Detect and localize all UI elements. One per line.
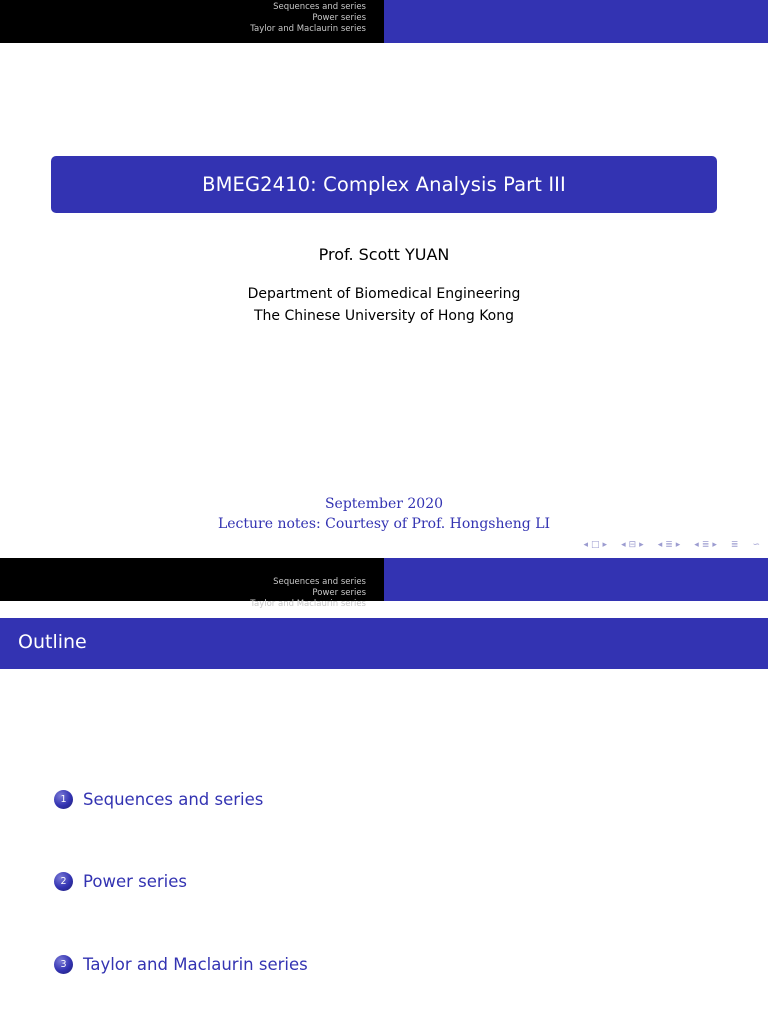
nav-link-power-series[interactable]: Power series bbox=[312, 13, 366, 23]
toc-item-label: Taylor and Maclaurin series bbox=[83, 955, 308, 974]
headline-bar bbox=[0, 0, 768, 43]
headline-accent-panel bbox=[384, 0, 768, 43]
toc-number-badge: 1 bbox=[54, 790, 73, 809]
headline-nav-panel bbox=[0, 0, 384, 43]
headline-nav-panel bbox=[0, 558, 384, 609]
nav-subsection-icon[interactable]: ⊟ bbox=[628, 540, 637, 550]
toc-item-label: Power series bbox=[83, 872, 187, 891]
nav-frame-icon[interactable]: □ bbox=[591, 540, 600, 550]
nav-next-part-icon[interactable]: ▸ bbox=[712, 540, 717, 550]
title-box bbox=[51, 156, 717, 213]
nav-search-icon[interactable]: ∽ bbox=[752, 540, 760, 550]
toc-item-sequences[interactable] bbox=[54, 790, 263, 809]
nav-prev-subsection-icon[interactable]: ◂ bbox=[621, 540, 626, 550]
toc-item-label: Sequences and series bbox=[83, 790, 264, 809]
nav-appendix-icon[interactable]: ≣ bbox=[730, 540, 739, 550]
nav-prev-section-icon[interactable]: ◂ bbox=[657, 540, 663, 550]
presentation-title: BMEG2410: Complex Analysis Part III bbox=[202, 173, 566, 196]
frame-title-bar bbox=[0, 618, 768, 669]
outline-slide bbox=[0, 558, 768, 1024]
toc-item-taylor[interactable] bbox=[54, 955, 308, 974]
credit-note: Lecture notes: Courtesy of Prof. Hongsheng LI bbox=[217, 516, 551, 532]
nav-part-icon[interactable]: ≣ bbox=[701, 540, 710, 550]
nav-prev-frame-icon[interactable]: ◂ bbox=[583, 540, 589, 550]
headline-accent-panel bbox=[384, 558, 768, 601]
toc-item-power-series[interactable] bbox=[54, 872, 187, 891]
nav-link-power-series[interactable]: Power series bbox=[312, 588, 366, 598]
beamer-navigation-symbols bbox=[584, 538, 761, 552]
nav-next-section-icon[interactable]: ▸ bbox=[675, 540, 681, 550]
date-block bbox=[0, 494, 768, 534]
nav-prev-part-icon[interactable]: ◂ bbox=[694, 540, 699, 550]
nav-link-sequences[interactable]: Sequences and series bbox=[273, 2, 366, 12]
nav-link-taylor[interactable]: Taylor and Maclaurin series bbox=[250, 599, 366, 609]
section-nav bbox=[250, 2, 366, 35]
nav-section-icon[interactable]: ≣ bbox=[665, 540, 673, 550]
nav-link-sequences[interactable]: Sequences and series bbox=[273, 577, 366, 587]
nav-next-frame-icon[interactable]: ▸ bbox=[602, 540, 608, 550]
nav-link-taylor[interactable]: Taylor and Maclaurin series bbox=[250, 24, 366, 34]
toc-number-badge: 2 bbox=[54, 872, 73, 891]
institute-department: Department of Biomedical Engineering bbox=[247, 286, 521, 302]
institute-university: The Chinese University of Hong Kong bbox=[254, 308, 514, 324]
institute bbox=[0, 283, 768, 327]
frame-title: Outline bbox=[18, 631, 87, 653]
nav-next-subsection-icon[interactable]: ▸ bbox=[639, 540, 644, 550]
section-nav bbox=[250, 577, 366, 610]
author-name: Prof. Scott YUAN bbox=[318, 245, 450, 264]
date: September 2020 bbox=[324, 496, 444, 512]
toc-number-badge: 3 bbox=[54, 955, 73, 974]
headline-bar bbox=[0, 558, 768, 609]
